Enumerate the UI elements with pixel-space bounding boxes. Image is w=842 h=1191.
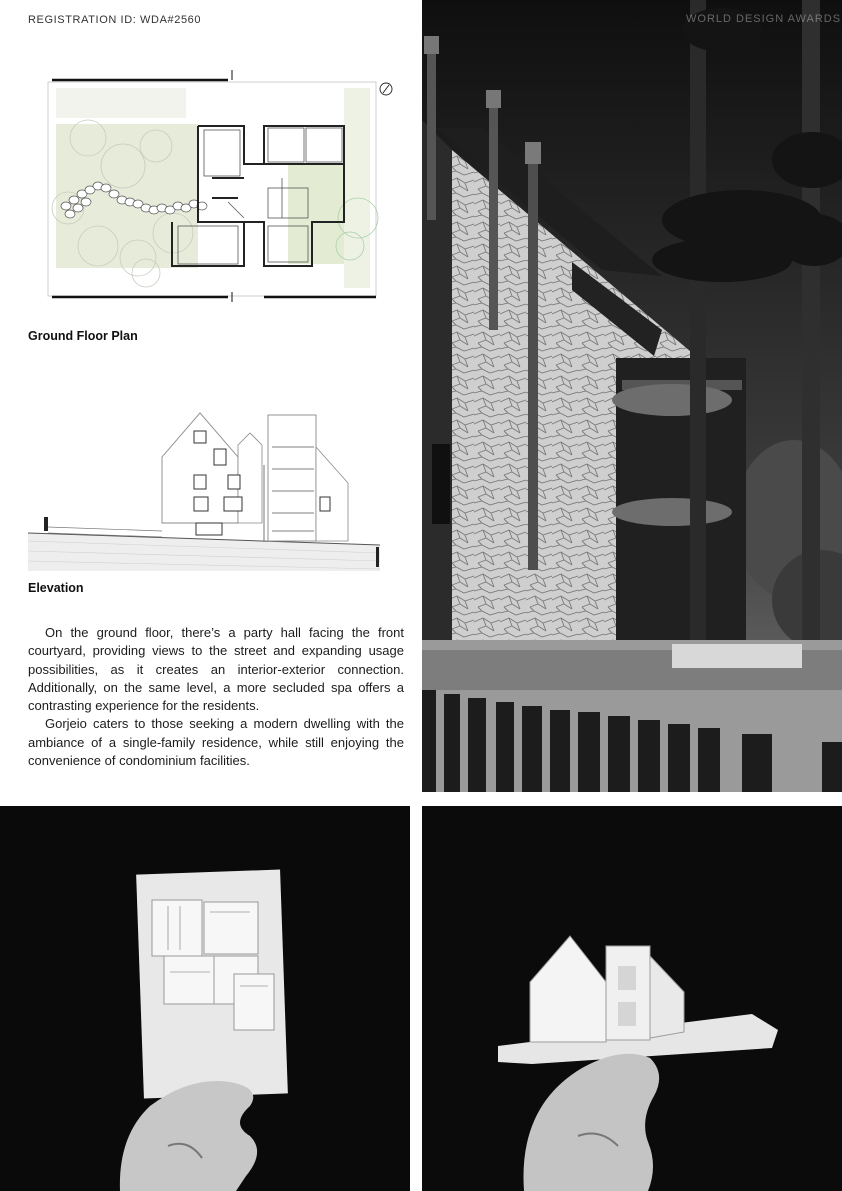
model-photo-top-view bbox=[0, 806, 410, 1191]
description-paragraph-2: Gorjeio caters to those seeking a modern dwelling with the ambiance of a single-family residence, while still enjoying the convenience of condominium facilities. bbox=[28, 716, 404, 769]
model-photo-side-view bbox=[422, 806, 842, 1191]
registration-id: REGISTRATION ID: WDA#2560 bbox=[28, 14, 202, 26]
elevation-caption: Elevation bbox=[28, 581, 84, 595]
elevation-drawing bbox=[28, 405, 388, 573]
ground-floor-plan bbox=[28, 68, 404, 308]
description-paragraph-1: On the ground floor, there’s a party hall facing the front courtyard, providing views to the street and expanding usage possibilities, as it creates an interior-exterior connection. Additionally, on the same level, a more secluded spa offers a contrasting experience for the residents. bbox=[28, 625, 404, 714]
exterior-photo bbox=[422, 0, 842, 792]
plan-caption: Ground Floor Plan bbox=[28, 329, 138, 343]
watermark-text: WORLD DESIGN AWARDS bbox=[686, 13, 842, 25]
description-text bbox=[28, 624, 404, 770]
